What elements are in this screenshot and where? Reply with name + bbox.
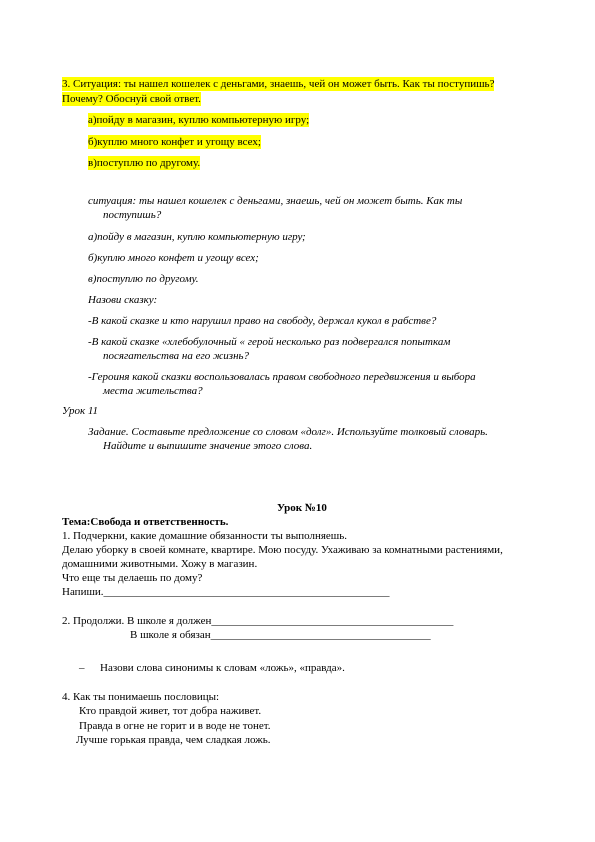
what-else-prompt: Что еще ты делаешь по дому? [62, 572, 203, 584]
write-line: Напиши.____________________________________________________ [62, 586, 390, 598]
question-1: 1. Подчеркни, какие домашние обязанности ты выполняешь. [62, 530, 348, 542]
task-line-1: Задание. Составьте предложение со словом «долг». Используйте толковый словарь. [88, 426, 488, 438]
chores-line-2: домашними животными. Хожу в магазин. [62, 558, 258, 570]
q3-option-a: а)пойду в магазин, куплю компьютерную игру; [88, 114, 310, 126]
tale-question-3-line-2: места жительства? [103, 385, 203, 397]
chores-line-1: Делаю уборку в своей комнате, квартире. Мою посуду. Ухаживаю за комнатными растениями, [62, 544, 503, 556]
lesson-11-label: Урок 11 [62, 405, 99, 417]
bullet-dash: – [79, 662, 85, 674]
question-2-line-2: В школе я обязан________________________________________ [130, 629, 431, 641]
italic-option-a: а)пойду в магазин, куплю компьютерную игру; [88, 231, 306, 243]
q3-line-2: Почему? Обоснуй свой ответ. [62, 93, 201, 105]
q3-option-b: б)куплю много конфет и угощу всех; [88, 136, 261, 148]
task-line-2: Найдите и выпишите значение этого слова. [103, 440, 313, 452]
tale-question-3-line-1: -Героиня какой сказки воспользовалась правом свободного передвижения и выбора [88, 371, 476, 383]
situation-line-1: ситуация: ты нашел кошелек с деньгами, знаешь, чей он может быть. Как ты [88, 195, 463, 207]
synonyms-question: Назови слова синонимы к словам «ложь», «правда». [100, 662, 345, 674]
question-4: 4. Как ты понимаешь пословицы: [62, 691, 220, 703]
tale-question-2-line-2: посягательства на его жизнь? [103, 350, 250, 362]
tale-prompt: Назови сказку: [88, 294, 158, 306]
tale-question-1: -В какой сказке и кто нарушил право на свободу, держал кукол в рабстве? [88, 315, 437, 327]
proverb-3: Лучше горькая правда, чем сладкая ложь. [76, 734, 271, 746]
lesson-theme: Тема:Свобода и ответственность. [62, 516, 229, 528]
q3-option-c: в)поступлю по другому. [88, 157, 201, 169]
q3-line-1: 3. Ситуация: ты нашел кошелек с деньгами, знаешь, чей он может быть. Как ты поступишь? [62, 78, 495, 90]
tale-question-2-line-1: -В какой сказке «хлебобулочный « герой несколько раз подвергался попыткам [88, 336, 451, 348]
proverb-2: Правда в огне не горит и в воде не тонет. [79, 720, 271, 732]
proverb-1: Кто правдой живет, тот добра наживет. [79, 705, 262, 717]
italic-option-c: в)поступлю по другому. [88, 273, 199, 285]
situation-line-2: поступишь? [103, 209, 162, 221]
italic-option-b: б)куплю много конфет и угощу всех; [88, 252, 259, 264]
question-2-line-1: 2. Продолжи. В школе я должен____________________________________________ [62, 615, 454, 627]
lesson-10-title: Урок №10 [277, 502, 327, 514]
